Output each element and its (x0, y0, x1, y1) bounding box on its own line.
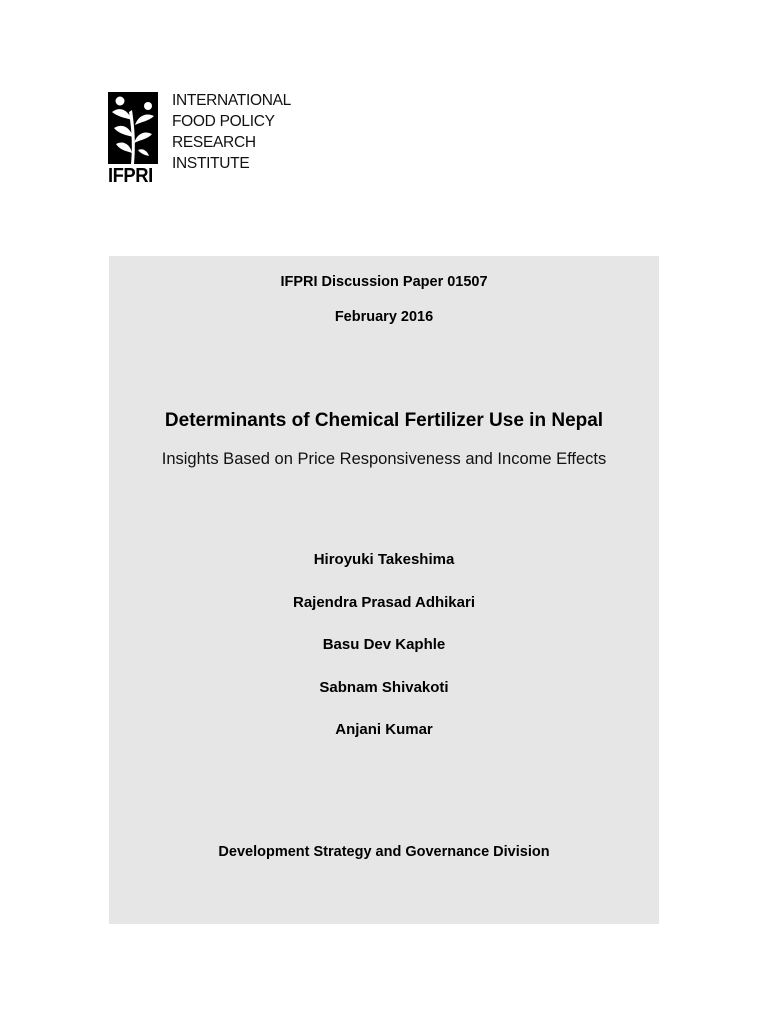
logo-acronym: IFPRI (108, 165, 153, 187)
discussion-paper-number: IFPRI Discussion Paper 01507 (280, 274, 488, 290)
author-name: Basu Dev Kaphle (322, 636, 446, 653)
division-name: Development Strategy and Governance Division (218, 844, 550, 860)
logo-name-line: INSTITUTE (172, 155, 250, 172)
author-name: Hiroyuki Takeshima (313, 551, 455, 568)
publication-date: February 2016 (334, 309, 434, 325)
logo-institution-name (172, 90, 291, 174)
author-name: Anjani Kumar (335, 721, 433, 738)
cover-panel (109, 256, 659, 924)
author-name: Rajendra Prasad Adhikari (292, 594, 475, 611)
author-name: Sabnam Shivakoti (319, 679, 449, 696)
paper-title: Determinants of Chemical Fertilizer Use in Nepal (164, 410, 604, 431)
logo-name-line: FOOD POLICY (172, 113, 275, 130)
ifpri-logo-mark-icon (108, 92, 158, 164)
paper-subtitle: Insights Based on Price Responsiveness and Income Effects (161, 450, 607, 468)
ifpri-logo (108, 90, 293, 190)
logo-name-line: RESEARCH (172, 134, 256, 151)
logo-name-line: INTERNATIONAL (172, 92, 291, 109)
